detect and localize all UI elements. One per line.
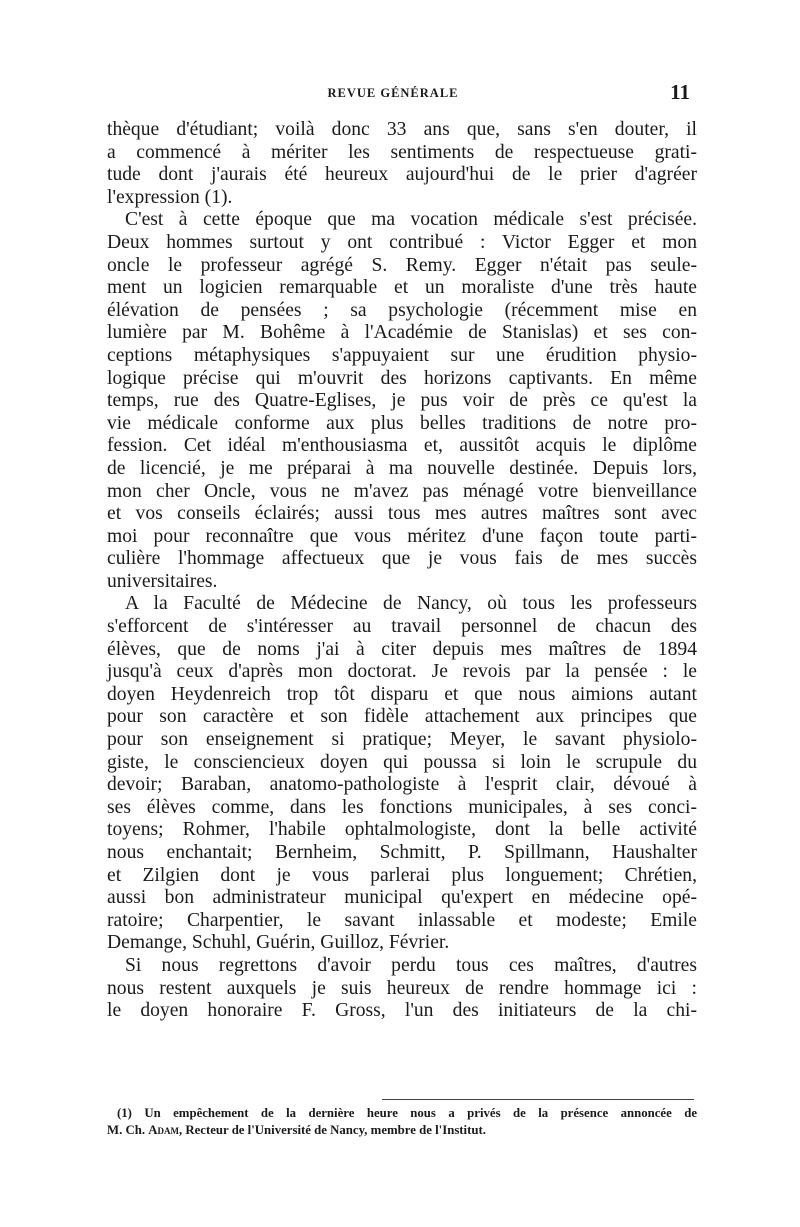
text-line: doyen Heydenreich trop tôt disparu et que nous aimions autant (107, 683, 697, 705)
text-line: pour son caractère et son fidèle attachement aux principes que (107, 706, 697, 728)
text-line: ment un logicien remarquable et un moraliste d'une très haute (107, 277, 697, 299)
text-line: a commencé à mériter les sentiments de respectueuse grati- (107, 141, 697, 163)
text-line: toyens; Rohmer, l'habile ophtalmologiste, dont la belle activité (107, 819, 697, 841)
text-line: logique précise qui m'ouvrit des horizons captivants. En même (107, 367, 697, 389)
footnote-name: Adam (148, 1123, 179, 1137)
footnote-text: M. Ch. (107, 1123, 149, 1137)
text-line: élèves, que de noms j'ai à citer depuis mes maîtres de 1894 (107, 638, 697, 660)
text-line: Deux hommes surtout y ont contribué : Victor Egger et mon (107, 231, 697, 253)
text-line: tude dont j'aurais été heureux aujourd'hui de le prier d'agréer (107, 164, 697, 186)
text-line: ratoire; Charpentier, le savant inlassable et modeste; Emile (107, 909, 697, 931)
text-line: giste, le consciencieux doyen qui poussa si loin le scrupule du (107, 751, 697, 773)
text-line: vie médicale conforme aux plus belles traditions de notre pro- (107, 412, 697, 434)
text-line: universitaires. (107, 570, 218, 592)
page-number: 11 (670, 80, 690, 104)
text-line: Demange, Schuhl, Guérin, Guilloz, Février. (107, 932, 450, 954)
running-title: REVUE GÉNÉRALE (327, 86, 459, 100)
text-line: C'est à cette époque que ma vocation médicale s'est précisée. (125, 209, 697, 231)
text-line: devoir; Baraban, anatomo-pathologiste à l'esprit clair, dévoué à (107, 774, 697, 796)
text-line: temps, rue des Quatre-Eglises, je pus voir de près ce qu'est la (107, 390, 697, 412)
text-line: de licencié, je me préparai à ma nouvelle destinée. Depuis lors, (107, 457, 697, 479)
text-line: moi pour reconnaître que vous méritez d'une façon toute parti- (107, 525, 697, 547)
text-line: Si nous regrettons d'avoir perdu tous ces maîtres, d'autres (125, 954, 697, 976)
text-line: oncle le professeur agrégé S. Remy. Egger n'était pas seule- (107, 254, 697, 276)
text-line: nous restent auxquels je suis heureux de rendre hommage ici : (107, 977, 697, 999)
text-line: fession. Cet idéal m'enthousiasma et, aussitôt acquis le diplôme (107, 435, 697, 457)
footnote-line (107, 1122, 697, 1139)
footnote-line: (1) Un empêchement de la dernière heure nous a privés de la présence annoncée de (117, 1106, 697, 1120)
text-line: élévation de pensées ; sa psychologie (récemment mise en (107, 299, 697, 321)
text-line: A la Faculté de Médecine de Nancy, où tous les professeurs (125, 593, 697, 615)
text-line: le doyen honoraire F. Gross, l'un des initiateurs de la chi- (107, 1000, 697, 1022)
text-line: mon cher Oncle, vous ne m'avez pas ménagé votre bienveillance (107, 480, 697, 502)
text-line: aussi bon administrateur municipal qu'expert en médecine opé- (107, 887, 697, 909)
text-line: l'expression (1). (107, 186, 233, 208)
text-line: pour son enseignement si pratique; Meyer, le savant physiolo- (107, 729, 697, 751)
text-line: s'efforcent de s'intéresser au travail personnel de chacun des (107, 616, 697, 638)
text-line: et Zilgien dont je vous parlerai plus longuement; Chrétien, (107, 864, 697, 886)
footnote-text: , Recteur de l'Université de Nancy, membre de l'Institut. (178, 1123, 486, 1137)
text-line: lumière par M. Bohême à l'Académie de Stanislas) et ses con- (107, 322, 697, 344)
text-line: ceptions métaphysiques s'appuyaient sur une érudition physio- (107, 344, 697, 366)
text-line: culière l'hommage affectueux que je vous fais de mes succès (107, 548, 697, 570)
text-line: ses élèves comme, dans les fonctions municipales, à ses conci- (107, 796, 697, 818)
running-head (100, 80, 690, 106)
text-line: thèque d'étudiant; voilà donc 33 ans que, sans s'en douter, il (107, 119, 697, 140)
body-text (107, 119, 697, 1023)
footnote (107, 1105, 697, 1139)
text-line: nous enchantait; Bernheim, Schmitt, P. Spillmann, Haushalter (107, 842, 697, 863)
text-line: et vos conseils éclairés; aussi tous mes autres maîtres sont avec (107, 503, 697, 525)
text-line: jusqu'à ceux d'après mon doctorat. Je revois par la pensée : le (107, 661, 697, 683)
footnote-divider (382, 1099, 694, 1100)
